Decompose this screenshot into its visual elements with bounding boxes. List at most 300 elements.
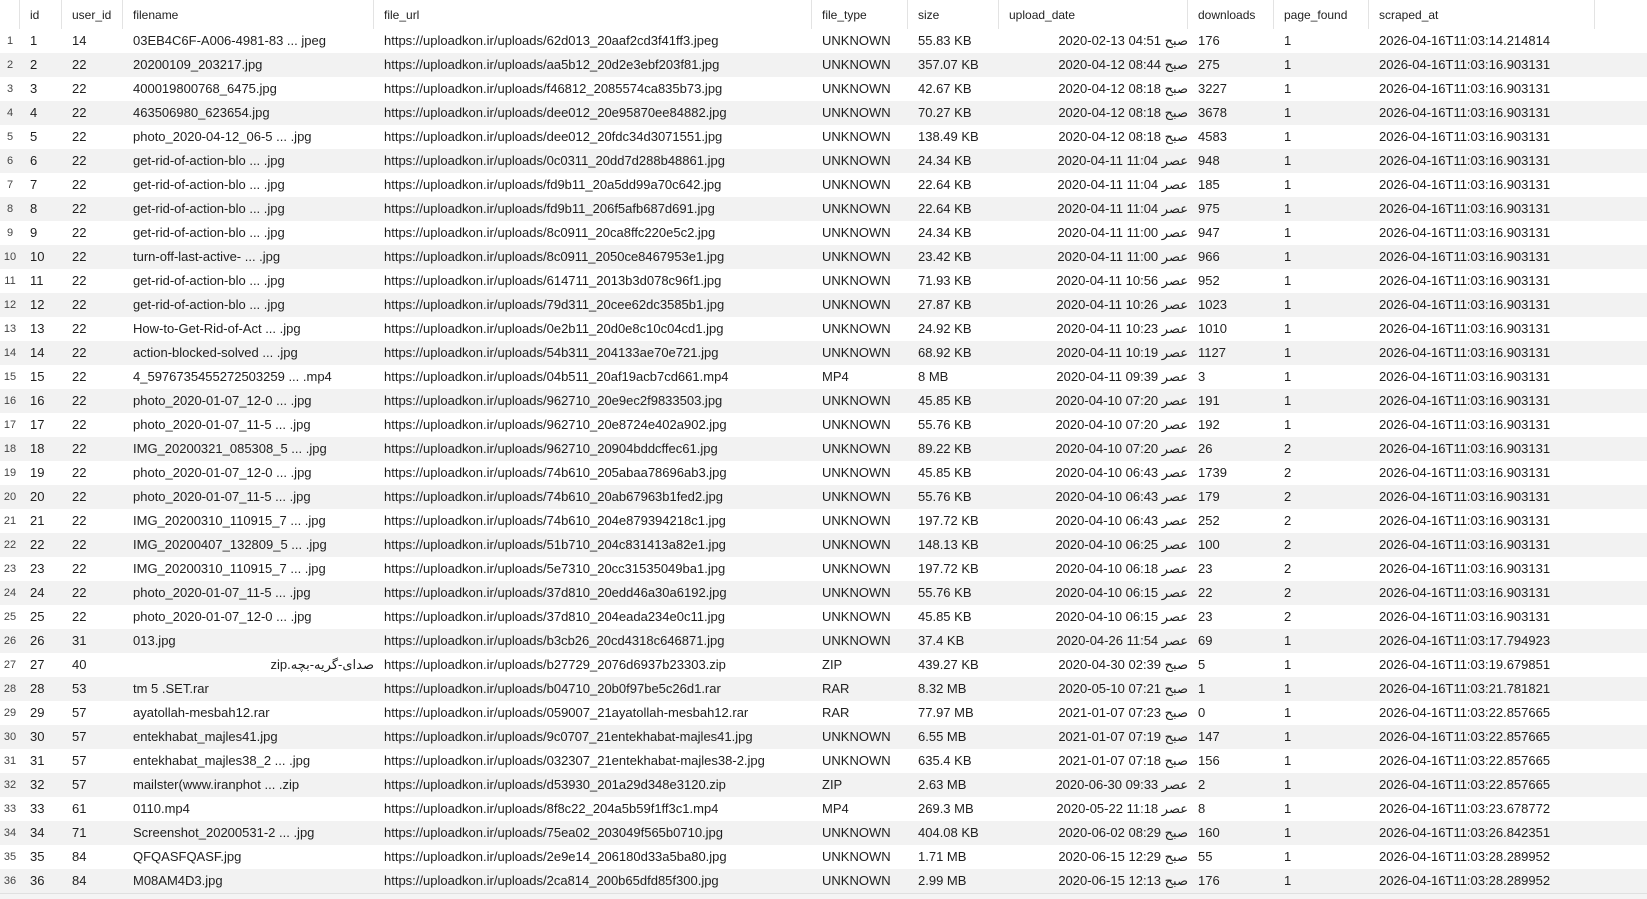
cell-filename[interactable]: photo_2020-01-07_11-5 ... .jpg	[133, 417, 311, 432]
cell-filename[interactable]: entekhabat_majles38_2 ... .jpg	[133, 753, 311, 768]
cell-file-url[interactable]: https://uploadkon.ir/uploads/0c0311_20dd7d288b48861.jpg	[384, 153, 725, 168]
table-row[interactable]	[0, 293, 1647, 317]
table-row[interactable]	[0, 437, 1647, 461]
cell-size[interactable]: 77.97 MB	[918, 705, 974, 720]
cell-page-found[interactable]: 1	[1284, 81, 1292, 96]
cell-upload-date[interactable]: صبح 08:18 12-04-2020	[1058, 129, 1188, 144]
cell-user-id[interactable]: 57	[72, 705, 87, 720]
cell-id[interactable]: 29	[30, 705, 45, 720]
table-row[interactable]	[0, 533, 1647, 557]
cell-file-type[interactable]: UNKNOWN	[822, 129, 891, 144]
cell-scraped-at[interactable]: 2026-04-16T11:03:16.903131	[1379, 489, 1551, 504]
cell-user-id[interactable]: 57	[72, 729, 87, 744]
cell-upload-date[interactable]: عصر 10:26 11-04-2020	[1056, 297, 1188, 312]
cell-downloads[interactable]: 176	[1198, 33, 1220, 48]
cell-size[interactable]: 22.64 KB	[918, 201, 972, 216]
cell-file-type[interactable]: UNKNOWN	[822, 561, 891, 576]
cell-id[interactable]: 36	[30, 873, 45, 888]
cell-upload-date[interactable]: عصر 11:54 26-04-2020	[1056, 633, 1188, 648]
cell-id[interactable]: 24	[30, 585, 45, 600]
cell-size[interactable]: 8 MB	[918, 369, 949, 384]
cell-size[interactable]: 197.72 KB	[918, 513, 979, 528]
cell-page-found[interactable]: 1	[1284, 153, 1292, 168]
cell-user-id[interactable]: 22	[72, 57, 87, 72]
cell-scraped-at[interactable]: 2026-04-16T11:03:22.857665	[1379, 753, 1551, 768]
cell-scraped-at[interactable]: 2026-04-16T11:03:16.903131	[1379, 393, 1551, 408]
cell-file-url[interactable]: https://uploadkon.ir/uploads/d53930_201a29d348e3120.zip	[384, 777, 726, 792]
cell-upload-date[interactable]: عصر 07:20 10-04-2020	[1055, 417, 1188, 432]
cell-upload-date[interactable]: صبح 12:13 15-06-2020	[1058, 873, 1188, 888]
table-row[interactable]	[0, 701, 1647, 725]
table-row[interactable]	[0, 269, 1647, 293]
cell-file-url[interactable]: https://uploadkon.ir/uploads/0e2b11_20d0e8c10c04cd1.jpg	[384, 321, 724, 336]
table-row[interactable]	[0, 845, 1647, 869]
cell-size[interactable]: 55.76 KB	[918, 585, 972, 600]
cell-file-url[interactable]: https://uploadkon.ir/uploads/9c0707_21entekhabat-majles41.jpg	[384, 729, 753, 744]
cell-file-url[interactable]: https://uploadkon.ir/uploads/032307_21entekhabat-majles38-2.jpg	[384, 753, 765, 768]
cell-size[interactable]: 357.07 KB	[918, 57, 979, 72]
cell-user-id[interactable]: 53	[72, 681, 87, 696]
cell-scraped-at[interactable]: 2026-04-16T11:03:16.903131	[1379, 369, 1551, 384]
cell-scraped-at[interactable]: 2026-04-16T11:03:23.678772	[1379, 801, 1551, 816]
cell-file-url[interactable]: https://uploadkon.ir/uploads/37d810_204eada234e0c11.jpg	[384, 609, 725, 624]
cell-size[interactable]: 68.92 KB	[918, 345, 972, 360]
cell-filename[interactable]: photo_2020-01-07_12-0 ... .jpg	[133, 393, 312, 408]
cell-page-found[interactable]: 2	[1284, 585, 1292, 600]
cell-upload-date[interactable]: عصر 09:39 11-04-2020	[1056, 369, 1188, 384]
cell-page-found[interactable]: 1	[1284, 801, 1292, 816]
cell-filename[interactable]: get-rid-of-action-blo ... .jpg	[133, 225, 285, 240]
cell-file-url[interactable]: https://uploadkon.ir/uploads/62d013_20aaf2cd3f41ff3.jpeg	[384, 33, 719, 48]
cell-file-type[interactable]: MP4	[822, 801, 849, 816]
cell-scraped-at[interactable]: 2026-04-16T11:03:19.679851	[1379, 657, 1551, 672]
cell-scraped-at[interactable]: 2026-04-16T11:03:16.903131	[1379, 537, 1551, 552]
cell-filename[interactable]: photo_2020-01-07_11-5 ... .jpg	[133, 585, 311, 600]
cell-scraped-at[interactable]: 2026-04-16T11:03:16.903131	[1379, 129, 1551, 144]
cell-size[interactable]: 22.64 KB	[918, 177, 972, 192]
cell-id[interactable]: 10	[30, 249, 45, 264]
cell-file-type[interactable]: UNKNOWN	[822, 249, 891, 264]
cell-size[interactable]: 2.63 MB	[918, 777, 967, 792]
cell-file-type[interactable]: UNKNOWN	[822, 321, 891, 336]
cell-user-id[interactable]: 22	[72, 561, 87, 576]
cell-user-id[interactable]: 22	[72, 129, 87, 144]
table-row[interactable]	[0, 365, 1647, 389]
cell-downloads[interactable]: 1	[1198, 681, 1206, 696]
cell-downloads[interactable]: 176	[1198, 873, 1220, 888]
cell-user-id[interactable]: 31	[72, 633, 87, 648]
cell-downloads[interactable]: 0	[1198, 705, 1206, 720]
cell-user-id[interactable]: 84	[72, 849, 87, 864]
cell-filename[interactable]: QFQASFQASF.jpg	[133, 849, 242, 864]
table-row[interactable]	[0, 461, 1647, 485]
cell-scraped-at[interactable]: 2026-04-16T11:03:16.903131	[1379, 57, 1551, 72]
cell-file-type[interactable]: ZIP	[822, 657, 843, 672]
cell-filename[interactable]: Screenshot_20200531-2 ... .jpg	[133, 825, 315, 840]
column-header-downloads[interactable]: downloads	[1188, 0, 1274, 29]
cell-size[interactable]: 24.92 KB	[918, 321, 972, 336]
cell-file-url[interactable]: https://uploadkon.ir/uploads/2e9e14_206180d33a5ba80.jpg	[384, 849, 727, 864]
cell-scraped-at[interactable]: 2026-04-16T11:03:16.903131	[1379, 249, 1551, 264]
cell-scraped-at[interactable]: 2026-04-16T11:03:26.842351	[1379, 825, 1551, 840]
cell-id[interactable]: 23	[30, 561, 45, 576]
cell-filename[interactable]: M08AM4D3.jpg	[133, 873, 223, 888]
cell-page-found[interactable]: 1	[1284, 705, 1292, 720]
table-row[interactable]	[0, 797, 1647, 821]
cell-file-type[interactable]: UNKNOWN	[822, 441, 891, 456]
cell-downloads[interactable]: 160	[1198, 825, 1220, 840]
cell-id[interactable]: 16	[30, 393, 45, 408]
column-header-filename[interactable]: filename	[123, 0, 374, 29]
cell-file-type[interactable]: UNKNOWN	[822, 729, 891, 744]
table-row[interactable]	[0, 173, 1647, 197]
cell-filename[interactable]: entekhabat_majles41.jpg	[133, 729, 278, 744]
cell-file-type[interactable]: UNKNOWN	[822, 57, 891, 72]
cell-id[interactable]: 1	[30, 33, 38, 48]
cell-user-id[interactable]: 22	[72, 585, 87, 600]
cell-page-found[interactable]: 1	[1284, 369, 1292, 384]
cell-user-id[interactable]: 71	[72, 825, 87, 840]
cell-downloads[interactable]: 3	[1198, 369, 1206, 384]
cell-scraped-at[interactable]: 2026-04-16T11:03:16.903131	[1379, 441, 1551, 456]
cell-filename[interactable]: photo_2020-04-12_06-5 ... .jpg	[133, 129, 312, 144]
cell-scraped-at[interactable]: 2026-04-16T11:03:16.903131	[1379, 177, 1551, 192]
cell-file-type[interactable]: UNKNOWN	[822, 153, 891, 168]
cell-downloads[interactable]: 23	[1198, 561, 1213, 576]
cell-page-found[interactable]: 1	[1284, 273, 1292, 288]
cell-file-type[interactable]: UNKNOWN	[822, 849, 891, 864]
table-row[interactable]	[0, 317, 1647, 341]
cell-file-type[interactable]: UNKNOWN	[822, 297, 891, 312]
cell-id[interactable]: 18	[30, 441, 45, 456]
cell-upload-date[interactable]: عصر 06:43 10-04-2020	[1055, 513, 1188, 528]
cell-file-url[interactable]: https://uploadkon.ir/uploads/8c0911_2050ce8467953e1.jpg	[384, 249, 725, 264]
cell-size[interactable]: 138.49 KB	[918, 129, 979, 144]
cell-downloads[interactable]: 191	[1198, 393, 1220, 408]
cell-downloads[interactable]: 966	[1198, 249, 1220, 264]
cell-page-found[interactable]: 1	[1284, 753, 1292, 768]
cell-upload-date[interactable]: عصر 06:15 10-04-2020	[1055, 609, 1188, 624]
cell-size[interactable]: 89.22 KB	[918, 441, 972, 456]
cell-file-url[interactable]: https://uploadkon.ir/uploads/f46812_2085574ca835b73.jpg	[384, 81, 723, 96]
cell-downloads[interactable]: 3678	[1198, 105, 1227, 120]
cell-size[interactable]: 45.85 KB	[918, 393, 972, 408]
cell-file-url[interactable]: https://uploadkon.ir/uploads/962710_20904bddcffec61.jpg	[384, 441, 718, 456]
cell-page-found[interactable]: 1	[1284, 633, 1292, 648]
cell-filename[interactable]: photo_2020-01-07_11-5 ... .jpg	[133, 489, 311, 504]
cell-upload-date[interactable]: عصر 06:25 10-04-2020	[1055, 537, 1188, 552]
cell-scraped-at[interactable]: 2026-04-16T11:03:16.903131	[1379, 585, 1551, 600]
table-row[interactable]	[0, 653, 1647, 677]
table-row[interactable]	[0, 773, 1647, 797]
table-row[interactable]	[0, 149, 1647, 173]
table-row[interactable]	[0, 605, 1647, 629]
cell-page-found[interactable]: 1	[1284, 129, 1292, 144]
cell-upload-date[interactable]: عصر 06:18 10-04-2020	[1055, 561, 1188, 576]
cell-page-found[interactable]: 1	[1284, 393, 1292, 408]
cell-filename[interactable]: ayatollah-mesbah12.rar	[133, 705, 270, 720]
cell-page-found[interactable]: 1	[1284, 417, 1292, 432]
cell-page-found[interactable]: 2	[1284, 561, 1292, 576]
cell-id[interactable]: 13	[30, 321, 45, 336]
cell-upload-date[interactable]: صبح 08:44 12-04-2020	[1058, 57, 1188, 72]
cell-file-type[interactable]: UNKNOWN	[822, 753, 891, 768]
cell-upload-date[interactable]: صبح 02:39 30-04-2020	[1058, 657, 1188, 672]
cell-file-url[interactable]: https://uploadkon.ir/uploads/059007_21ayatollah-mesbah12.rar	[384, 705, 749, 720]
cell-user-id[interactable]: 22	[72, 609, 87, 624]
cell-file-type[interactable]: UNKNOWN	[822, 273, 891, 288]
cell-downloads[interactable]: 947	[1198, 225, 1220, 240]
cell-scraped-at[interactable]: 2026-04-16T11:03:16.903131	[1379, 561, 1551, 576]
cell-downloads[interactable]: 2	[1198, 777, 1206, 792]
cell-downloads[interactable]: 22	[1198, 585, 1213, 600]
cell-scraped-at[interactable]: 2026-04-16T11:03:16.903131	[1379, 297, 1551, 312]
table-row[interactable]	[0, 221, 1647, 245]
cell-user-id[interactable]: 40	[72, 657, 87, 672]
cell-user-id[interactable]: 22	[72, 393, 87, 408]
cell-user-id[interactable]: 22	[72, 105, 87, 120]
cell-scraped-at[interactable]: 2026-04-16T11:03:21.781821	[1379, 681, 1551, 696]
cell-id[interactable]: 9	[30, 225, 38, 240]
cell-size[interactable]: 404.08 KB	[918, 825, 979, 840]
cell-upload-date[interactable]: عصر 11:04 11-04-2020	[1057, 153, 1188, 168]
cell-user-id[interactable]: 22	[72, 537, 87, 552]
cell-upload-date[interactable]: عصر 07:20 10-04-2020	[1055, 441, 1188, 456]
cell-downloads[interactable]: 156	[1198, 753, 1220, 768]
cell-file-url[interactable]: https://uploadkon.ir/uploads/04b511_20af19acb7cd661.mp4	[384, 369, 729, 384]
cell-id[interactable]: 11	[30, 273, 44, 288]
cell-page-found[interactable]: 1	[1284, 345, 1292, 360]
column-header-user-id[interactable]: user_id	[62, 0, 123, 29]
cell-scraped-at[interactable]: 2026-04-16T11:03:16.903131	[1379, 273, 1551, 288]
cell-id[interactable]: 31	[30, 753, 45, 768]
table-row[interactable]	[0, 485, 1647, 509]
cell-user-id[interactable]: 57	[72, 777, 87, 792]
cell-file-type[interactable]: UNKNOWN	[822, 609, 891, 624]
cell-file-url[interactable]: https://uploadkon.ir/uploads/8f8c22_204a5b59f1ff3c1.mp4	[384, 801, 719, 816]
cell-user-id[interactable]: 22	[72, 345, 87, 360]
cell-id[interactable]: 6	[30, 153, 38, 168]
cell-downloads[interactable]: 1023	[1198, 297, 1227, 312]
cell-page-found[interactable]: 1	[1284, 105, 1292, 120]
cell-upload-date[interactable]: صبح 12:29 15-06-2020	[1058, 849, 1188, 864]
cell-downloads[interactable]: 275	[1198, 57, 1220, 72]
cell-filename[interactable]: get-rid-of-action-blo ... .jpg	[133, 153, 285, 168]
cell-file-url[interactable]: https://uploadkon.ir/uploads/dee012_20fdc34d3071551.jpg	[384, 129, 723, 144]
cell-filename[interactable]: 0110.mp4	[133, 801, 190, 816]
cell-filename[interactable]: 03EB4C6F-A006-4981-83 ... jpeg	[133, 33, 326, 48]
cell-page-found[interactable]: 1	[1284, 201, 1292, 216]
cell-file-url[interactable]: https://uploadkon.ir/uploads/dee012_20e95870ee84882.jpg	[384, 105, 727, 120]
table-row[interactable]	[0, 245, 1647, 269]
cell-size[interactable]: 37.4 KB	[918, 633, 965, 648]
cell-scraped-at[interactable]: 2026-04-16T11:03:16.903131	[1379, 345, 1551, 360]
table-row[interactable]	[0, 101, 1647, 125]
cell-user-id[interactable]: 22	[72, 441, 87, 456]
table-row[interactable]	[0, 821, 1647, 845]
cell-id[interactable]: 5	[30, 129, 38, 144]
cell-file-url[interactable]: https://uploadkon.ir/uploads/b27729_2076d6937b23303.zip	[384, 657, 726, 672]
cell-downloads[interactable]: 185	[1198, 177, 1220, 192]
cell-size[interactable]: 55.76 KB	[918, 417, 972, 432]
cell-downloads[interactable]: 55	[1198, 849, 1213, 864]
cell-filename[interactable]: photo_2020-01-07_12-0 ... .jpg	[133, 465, 312, 480]
cell-downloads[interactable]: 3227	[1198, 81, 1227, 96]
cell-downloads[interactable]: 975	[1198, 201, 1220, 216]
cell-page-found[interactable]: 2	[1284, 465, 1292, 480]
cell-filename[interactable]: photo_2020-01-07_12-0 ... .jpg	[133, 609, 312, 624]
cell-filename[interactable]: IMG_20200321_085308_5 ... .jpg	[133, 441, 327, 456]
cell-user-id[interactable]: 22	[72, 489, 87, 504]
cell-file-type[interactable]: UNKNOWN	[822, 345, 891, 360]
cell-size[interactable]: 24.34 KB	[918, 153, 972, 168]
cell-scraped-at[interactable]: 2026-04-16T11:03:22.857665	[1379, 777, 1551, 792]
cell-size[interactable]: 42.67 KB	[918, 81, 972, 96]
cell-size[interactable]: 27.87 KB	[918, 297, 972, 312]
cell-id[interactable]: 28	[30, 681, 45, 696]
cell-user-id[interactable]: 22	[72, 225, 87, 240]
cell-id[interactable]: 8	[30, 201, 38, 216]
cell-scraped-at[interactable]: 2026-04-16T11:03:22.857665	[1379, 729, 1551, 744]
table-row[interactable]	[0, 629, 1647, 653]
cell-file-type[interactable]: UNKNOWN	[822, 105, 891, 120]
cell-id[interactable]: 17	[30, 417, 45, 432]
cell-scraped-at[interactable]: 2026-04-16T11:03:28.289952	[1379, 873, 1551, 888]
cell-filename[interactable]: 400019800768_6475.jpg	[133, 81, 277, 96]
table-row[interactable]	[0, 77, 1647, 101]
cell-upload-date[interactable]: عصر 06:15 10-04-2020	[1055, 585, 1188, 600]
cell-page-found[interactable]: 2	[1284, 441, 1292, 456]
cell-upload-date[interactable]: عصر 10:56 11-04-2020	[1056, 273, 1188, 288]
cell-scraped-at[interactable]: 2026-04-16T11:03:14.214814	[1379, 33, 1551, 48]
cell-page-found[interactable]: 2	[1284, 513, 1292, 528]
cell-filename[interactable]: get-rid-of-action-blo ... .jpg	[133, 177, 285, 192]
cell-file-url[interactable]: https://uploadkon.ir/uploads/fd9b11_20a5dd99a70c642.jpg	[384, 177, 722, 192]
cell-scraped-at[interactable]: 2026-04-16T11:03:17.794923	[1379, 633, 1551, 648]
cell-downloads[interactable]: 69	[1198, 633, 1213, 648]
cell-file-type[interactable]: UNKNOWN	[822, 393, 891, 408]
cell-user-id[interactable]: 84	[72, 873, 87, 888]
cell-filename[interactable]: صدای-گریه-بچه.zip	[270, 657, 374, 672]
cell-upload-date[interactable]: صبح 07:19 07-01-2021	[1058, 729, 1188, 744]
cell-scraped-at[interactable]: 2026-04-16T11:03:16.903131	[1379, 201, 1551, 216]
cell-id[interactable]: 33	[30, 801, 45, 816]
cell-id[interactable]: 4	[30, 105, 38, 120]
cell-file-type[interactable]: UNKNOWN	[822, 633, 891, 648]
cell-id[interactable]: 32	[30, 777, 45, 792]
cell-size[interactable]: 8.32 MB	[918, 681, 967, 696]
cell-page-found[interactable]: 1	[1284, 777, 1292, 792]
cell-id[interactable]: 12	[30, 297, 45, 312]
cell-upload-date[interactable]: صبح 04:51 13-02-2020	[1058, 33, 1188, 48]
cell-upload-date[interactable]: صبح 07:18 07-01-2021	[1058, 753, 1188, 768]
cell-size[interactable]: 45.85 KB	[918, 465, 972, 480]
cell-id[interactable]: 27	[30, 657, 45, 672]
cell-filename[interactable]: get-rid-of-action-blo ... .jpg	[133, 273, 285, 288]
cell-file-type[interactable]: UNKNOWN	[822, 873, 891, 888]
cell-upload-date[interactable]: صبح 07:23 07-01-2021	[1058, 705, 1188, 720]
cell-page-found[interactable]: 2	[1284, 537, 1292, 552]
cell-filename[interactable]: get-rid-of-action-blo ... .jpg	[133, 297, 285, 312]
horizontal-scrollbar[interactable]	[0, 893, 1647, 899]
cell-file-url[interactable]: https://uploadkon.ir/uploads/614711_2013b3d078c96f1.jpg	[384, 273, 722, 288]
cell-upload-date[interactable]: عصر 06:43 10-04-2020	[1055, 489, 1188, 504]
table-row[interactable]	[0, 125, 1647, 149]
cell-filename[interactable]: 4_5976735455272503259 ... .mp4	[133, 369, 332, 384]
cell-file-url[interactable]: https://uploadkon.ir/uploads/b04710_20b0f97be5c26d1.rar	[384, 681, 721, 696]
cell-size[interactable]: 55.83 KB	[918, 33, 972, 48]
cell-file-url[interactable]: https://uploadkon.ir/uploads/5e7310_20cc31535049ba1.jpg	[384, 561, 726, 576]
cell-filename[interactable]: 463506980_623654.jpg	[133, 105, 270, 120]
cell-user-id[interactable]: 22	[72, 153, 87, 168]
cell-page-found[interactable]: 1	[1284, 57, 1292, 72]
column-header-id[interactable]: id	[20, 0, 62, 29]
cell-filename[interactable]: mailster(www.iranphot ... .zip	[133, 777, 300, 792]
cell-id[interactable]: 19	[30, 465, 45, 480]
cell-scraped-at[interactable]: 2026-04-16T11:03:16.903131	[1379, 609, 1551, 624]
cell-size[interactable]: 2.99 MB	[918, 873, 967, 888]
cell-page-found[interactable]: 1	[1284, 825, 1292, 840]
cell-file-type[interactable]: MP4	[822, 369, 849, 384]
cell-file-type[interactable]: UNKNOWN	[822, 417, 891, 432]
cell-file-url[interactable]: https://uploadkon.ir/uploads/962710_20e9ec2f9833503.jpg	[384, 393, 723, 408]
cell-upload-date[interactable]: صبح 08:18 12-04-2020	[1058, 105, 1188, 120]
cell-user-id[interactable]: 22	[72, 249, 87, 264]
cell-file-type[interactable]: UNKNOWN	[822, 201, 891, 216]
cell-downloads[interactable]: 192	[1198, 417, 1220, 432]
cell-user-id[interactable]: 22	[72, 273, 87, 288]
cell-id[interactable]: 21	[30, 513, 45, 528]
cell-upload-date[interactable]: عصر 11:04 11-04-2020	[1057, 177, 1188, 192]
table-row[interactable]	[0, 509, 1647, 533]
cell-filename[interactable]: IMG_20200310_110915_7 ... .jpg	[133, 561, 326, 576]
cell-filename[interactable]: turn-off-last-active- ... .jpg	[133, 249, 281, 264]
column-header-file-url[interactable]: file_url	[374, 0, 812, 29]
cell-scraped-at[interactable]: 2026-04-16T11:03:16.903131	[1379, 513, 1551, 528]
cell-downloads[interactable]: 1739	[1198, 465, 1227, 480]
cell-user-id[interactable]: 57	[72, 753, 87, 768]
cell-upload-date[interactable]: عصر 11:04 11-04-2020	[1057, 201, 1188, 216]
table-row[interactable]	[0, 197, 1647, 221]
cell-id[interactable]: 14	[30, 345, 45, 360]
column-header-size[interactable]: size	[908, 0, 999, 29]
cell-upload-date[interactable]: صبح 08:18 12-04-2020	[1058, 81, 1188, 96]
cell-file-url[interactable]: https://uploadkon.ir/uploads/75ea02_203049f565b0710.jpg	[384, 825, 724, 840]
cell-user-id[interactable]: 22	[72, 513, 87, 528]
cell-page-found[interactable]: 1	[1284, 33, 1292, 48]
cell-file-url[interactable]: https://uploadkon.ir/uploads/74b610_205abaa78696ab3.jpg	[384, 465, 727, 480]
column-header-upload-date[interactable]: upload_date	[999, 0, 1188, 29]
cell-upload-date[interactable]: عصر 07:20 10-04-2020	[1055, 393, 1188, 408]
cell-size[interactable]: 148.13 KB	[918, 537, 979, 552]
cell-size[interactable]: 55.76 KB	[918, 489, 972, 504]
cell-size[interactable]: 439.27 KB	[918, 657, 979, 672]
cell-downloads[interactable]: 5	[1198, 657, 1206, 672]
cell-size[interactable]: 70.27 KB	[918, 105, 972, 120]
cell-file-url[interactable]: https://uploadkon.ir/uploads/aa5b12_20d2e3ebf203f81.jpg	[384, 57, 720, 72]
cell-file-url[interactable]: https://uploadkon.ir/uploads/74b610_204e879394218c1.jpg	[384, 513, 726, 528]
cell-file-url[interactable]: https://uploadkon.ir/uploads/2ca814_200b65dfd85f300.jpg	[384, 873, 719, 888]
cell-user-id[interactable]: 22	[72, 177, 87, 192]
cell-id[interactable]: 30	[30, 729, 45, 744]
cell-id[interactable]: 25	[30, 609, 45, 624]
cell-downloads[interactable]: 23	[1198, 609, 1213, 624]
cell-downloads[interactable]: 1010	[1198, 321, 1227, 336]
table-row[interactable]	[0, 413, 1647, 437]
cell-page-found[interactable]: 2	[1284, 489, 1292, 504]
table-row[interactable]	[0, 557, 1647, 581]
cell-file-url[interactable]: https://uploadkon.ir/uploads/79d311_20cee62dc3585b1.jpg	[384, 297, 725, 312]
